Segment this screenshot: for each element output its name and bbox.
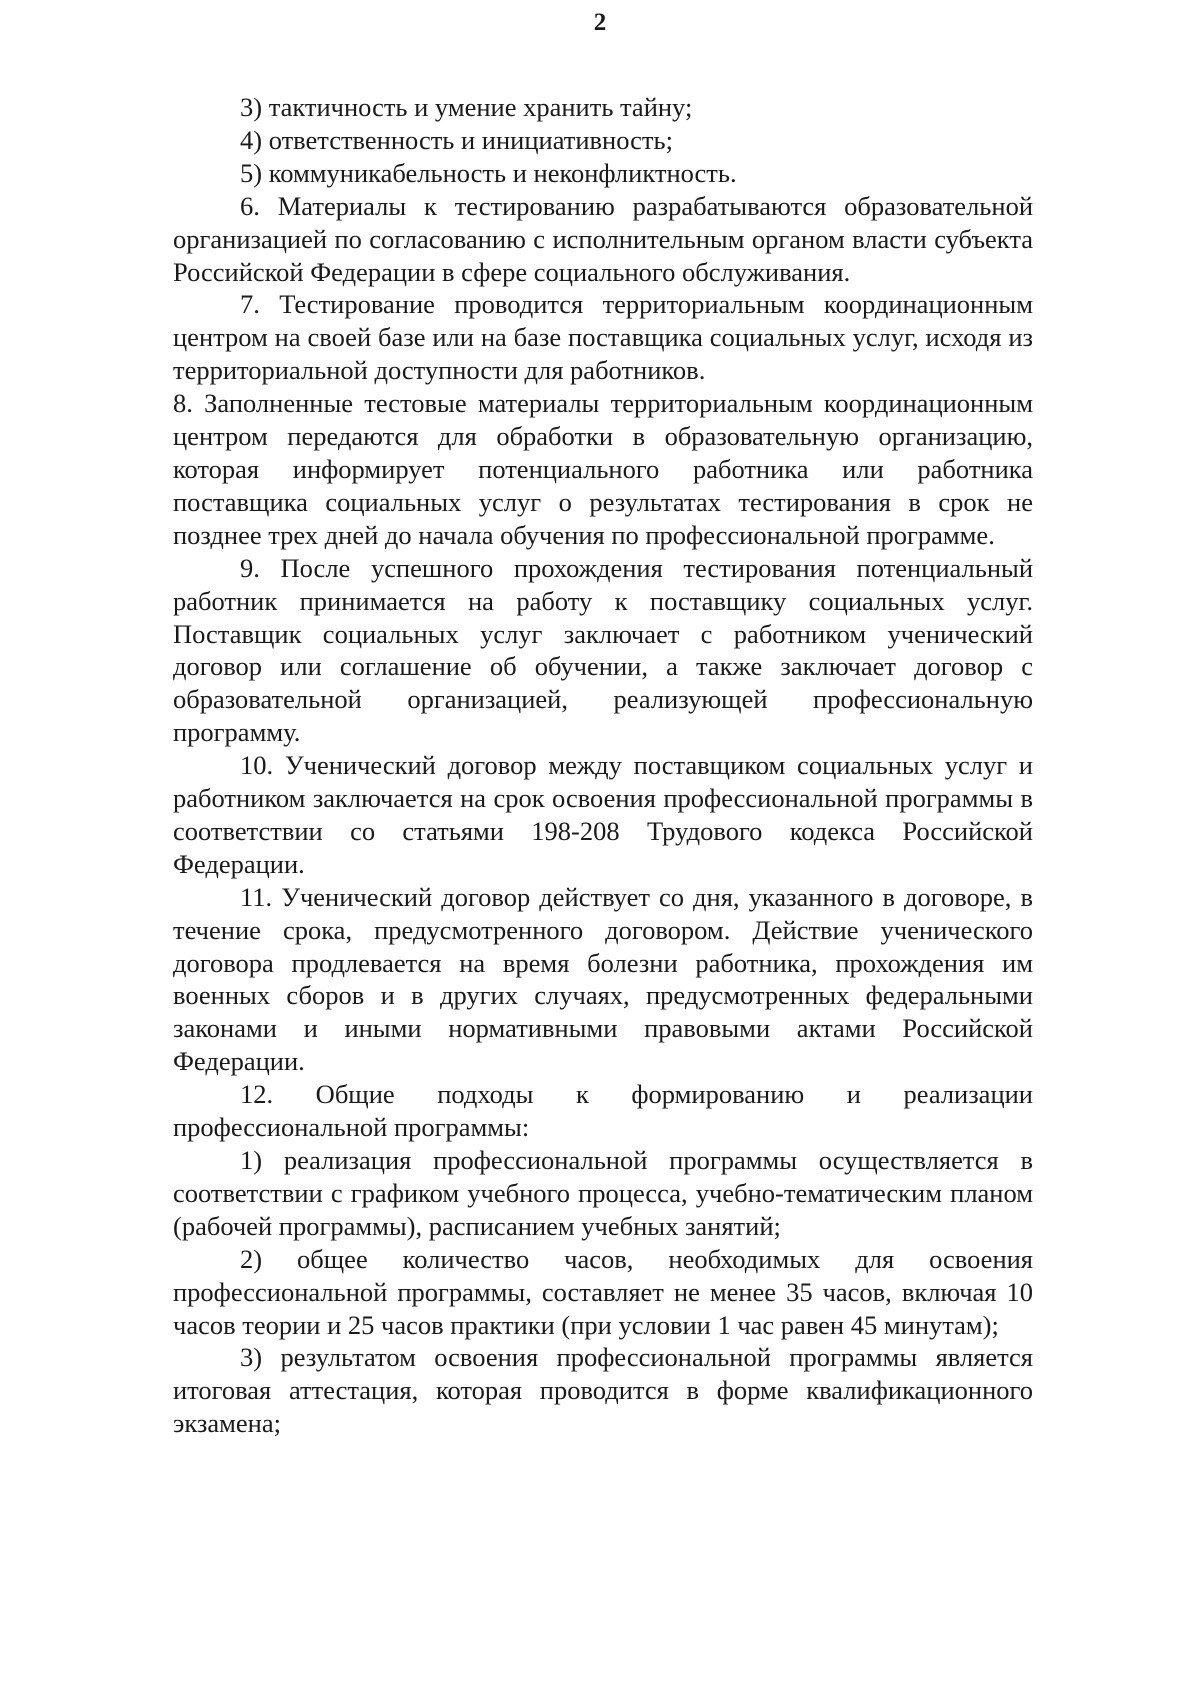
approach-item-2: 2) общее количество часов, необходимых для освоения профессиональной программы, составляет не менее 35 часов, включая 10 часов теории и 25 часов практики (при условии 1 час равен 45 минутам); (173, 1243, 1033, 1340)
list-item-communication: 5) коммуникабельность и неконфликтность. (240, 157, 737, 188)
approach-item-3: 3) результатом освоения профессиональной программы является итоговая аттестация, которая проводится в форме квалификационного экзамена; (173, 1342, 1033, 1439)
list-item-responsibility: 4) ответственность и инициативность; (240, 124, 673, 155)
paragraph-6: 6. Материалы к тестированию разрабатываются образовательной организацией по согласованию с исполнительным органом власти субъекта Российской Федерации в сфере социального обслуживания. (173, 190, 1033, 287)
page-number: 2 (593, 9, 607, 36)
paragraph-7: 7. Тестирование проводится территориальным координационным центром на своей базе или на базе поставщика социальных услуг, исходя из территориальной доступности для работников. (173, 289, 1033, 386)
paragraph-10: 10. Ученический договор между поставщиком социальных услуг и работником заключается на срок освоения профессиональной программы в соответствии со статьями 198-208 Трудового кодекса Российской Федерации. (173, 750, 1033, 879)
paragraph-11: 11. Ученический договор действует со дня, указанного в договоре, в течение срока, предусмотренного договором. Действие ученического договора продлевается на время болезни работника, прохождения им военных сборов и в других случаях, предусмотренных федеральными законами и иными нормативными правовыми актами Российской Федерации. (173, 881, 1033, 1077)
list-item-tact: 3) тактичность и умение хранить тайну; (240, 92, 693, 122)
paragraph-9: 9. После успешного прохождения тестирования потенциальный работник принимается на работу к поставщику социальных услуг. Поставщик социальных услуг заключает с работником ученический договор или соглашение об обучении, а также заключает договор с образовательной организацией, реализующей профессиональную программу. (173, 552, 1033, 748)
paragraph-8: 8. Заполненные тестовые материалы территориальным координационным центром передаются для обработки в образовательную организацию, которая информирует потенциального работника или работника поставщика социальных услуг о результатах тестирования в срок не позднее трех дней до начала обучения по профессиональной программе. (173, 388, 1033, 550)
paragraph-12: 12. Общие подходы к формированию и реализации профессиональной программы: (173, 1079, 1033, 1143)
document-body (173, 91, 1033, 1440)
approach-item-1: 1) реализация профессиональной программы осуществляется в соответствии с графиком учебного процесса, учебно-тематическим планом (рабочей программы), расписанием учебных занятий; (173, 1145, 1033, 1241)
